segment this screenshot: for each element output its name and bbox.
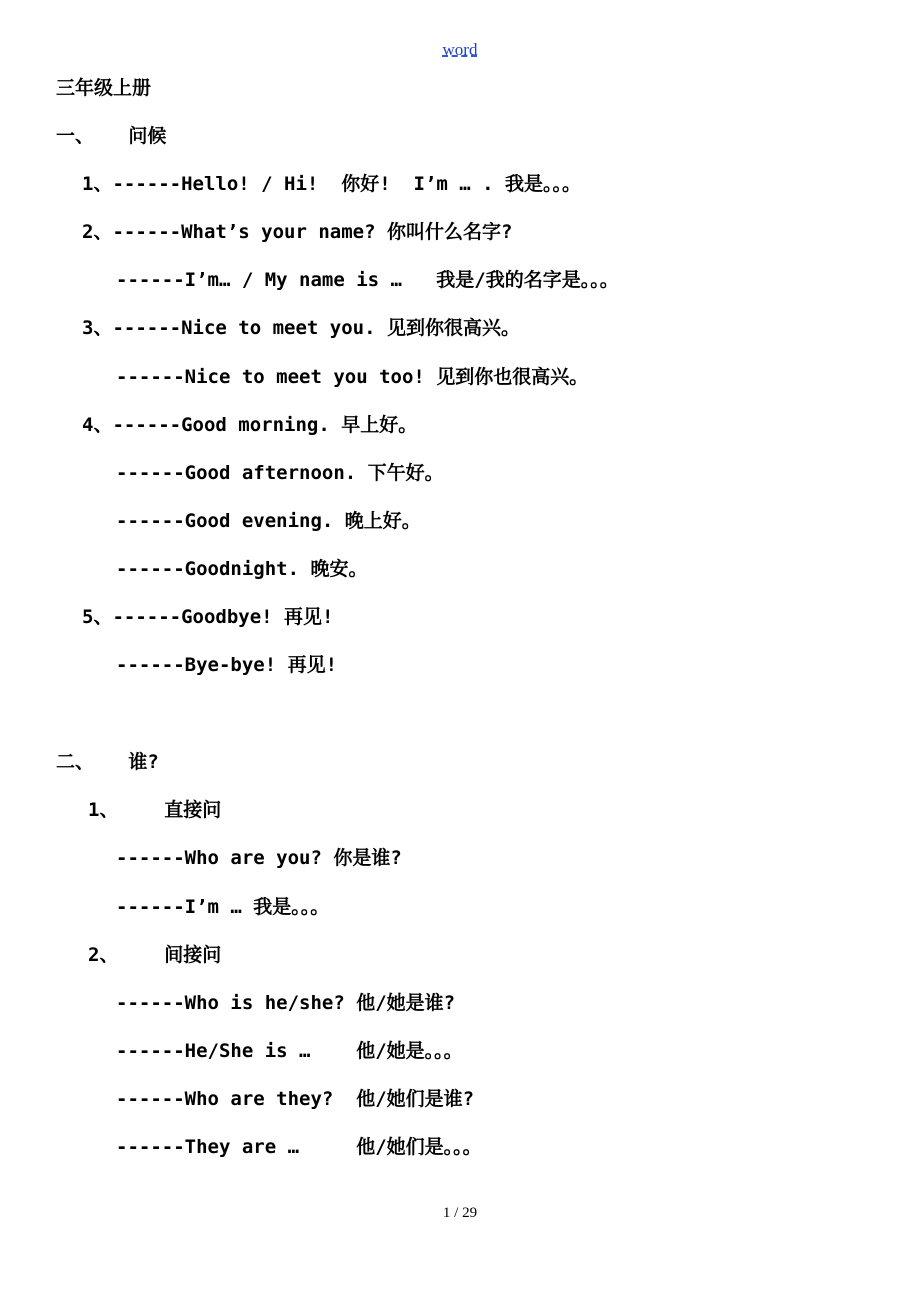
who-line-1: ------Who are you? 你是谁? [116,847,402,869]
who-line-4: ------He/She is … 他/她是。。。 [116,1040,463,1062]
section-1-heading: 一、 问候 [56,125,167,147]
who-line-6: ------They are … 他/她们是。。。 [116,1136,482,1158]
header-word-link[interactable]: word [442,40,478,59]
subsection-indirect-heading: 2、 间接问 [88,944,222,966]
greeting-line-5: ------Nice to meet you too! 见到你也很高兴。 [116,366,589,388]
section-2-heading: 二、 谁? [56,751,159,773]
greeting-line-4: 3、------Nice to meet you. 见到你很高兴。 [82,317,520,339]
greeting-line-3: ------I’m… / My name is … 我是/我的名字是。。。 [116,269,619,291]
page-number: 1 / 29 [442,1205,478,1221]
greeting-line-2: 2、------What’s your name? 你叫什么名字? [82,221,513,243]
greeting-line-9: ------Goodnight. 晚安。 [116,558,368,580]
greeting-line-1: 1、------Hello! / Hi! 你好! I’m … . 我是。。。 [82,173,582,195]
greeting-line-7: ------Good afternoon. 下午好。 [116,462,444,484]
greeting-line-8: ------Good evening. 晚上好。 [116,510,421,532]
greeting-line-6: 4、------Good morning. 早上好。 [82,414,418,436]
subsection-direct-heading: 1、 直接问 [88,799,222,821]
greeting-line-11: ------Bye-bye! 再见! [116,654,338,676]
document-title: 三年级上册 [56,77,152,99]
who-line-3: ------Who is he/she? 他/她是谁? [116,992,456,1014]
who-line-2: ------I’m … 我是。。。 [116,896,330,918]
greeting-line-10: 5、------Goodbye! 再见! [82,606,334,628]
who-line-5: ------Who are they? 他/她们是谁? [116,1088,475,1110]
